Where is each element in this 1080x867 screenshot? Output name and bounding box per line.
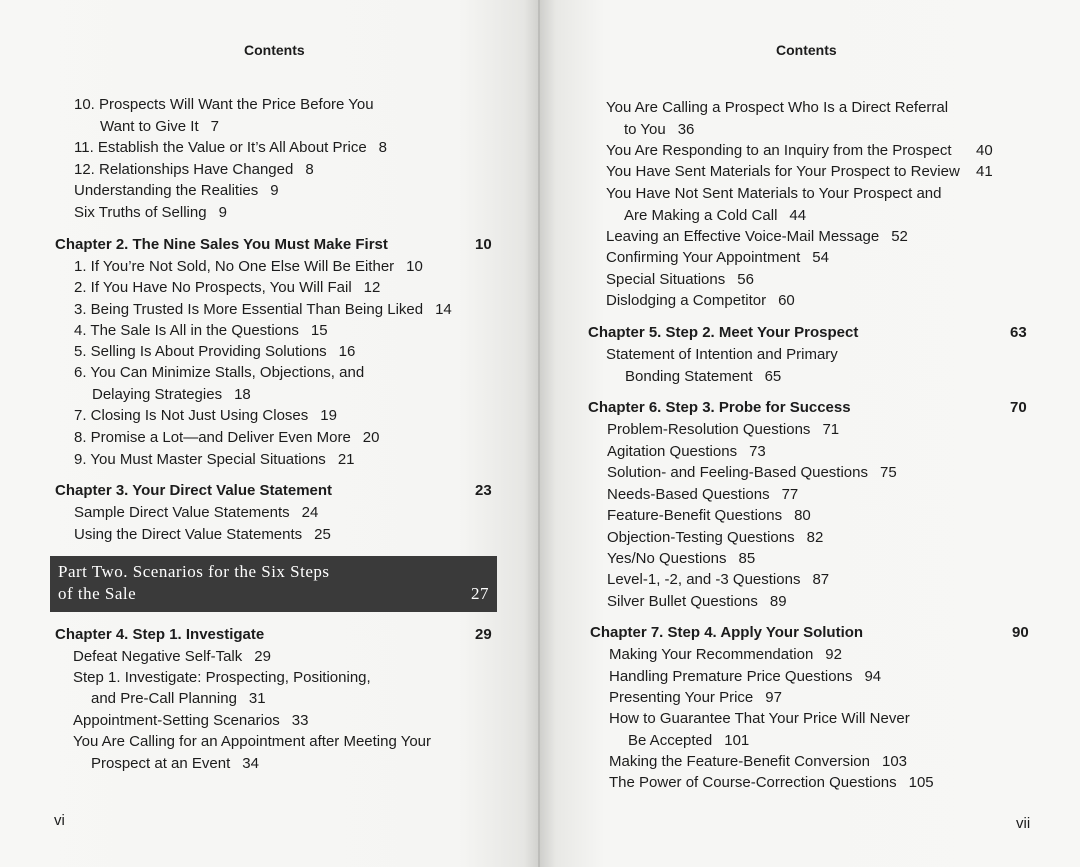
toc-entry: Presenting Your Price 97	[609, 689, 782, 706]
toc-entry: Yes/No Questions 85	[607, 550, 756, 567]
toc-entry: and Pre-Call Planning 31	[91, 690, 266, 707]
toc-entry: to You 36	[624, 121, 695, 138]
toc-entry: 4. The Sale Is All in the Questions 15	[74, 322, 328, 339]
toc-entry: Special Situations 56	[606, 271, 754, 288]
toc-entry: Bonding Statement 65	[625, 368, 782, 385]
chapter-title: Chapter 6. Step 3. Probe for Success	[588, 399, 851, 416]
toc-entry: You Are Calling a Prospect Who Is a Direct Referral	[606, 99, 949, 116]
right-page	[540, 0, 1080, 867]
toc-entry: Delaying Strategies 18	[92, 386, 251, 403]
toc-entry: Objection-Testing Questions 82	[607, 529, 824, 546]
toc-entry: Defeat Negative Self-Talk 29	[73, 648, 271, 665]
part-page-number: 27	[471, 584, 489, 603]
toc-entry: Silver Bullet Questions 89	[607, 593, 787, 610]
chapter-page-number: 63	[1010, 324, 1027, 341]
chapter-title: Chapter 5. Step 2. Meet Your Prospect	[588, 324, 859, 341]
toc-entry: You Are Responding to an Inquiry from the Prospect	[606, 142, 952, 159]
toc-entry: Agitation Questions 73	[607, 443, 766, 460]
toc-entry: Appointment-Setting Scenarios 33	[73, 712, 309, 729]
toc-entry: Statement of Intention and Primary	[606, 346, 838, 363]
toc-entry: Six Truths of Selling 9	[74, 204, 227, 221]
page-number-footer: vi	[54, 812, 65, 829]
chapter-page-number: 10	[475, 236, 492, 253]
toc-entry: 1. If You’re Not Sold, No One Else Will Be Either 10	[74, 258, 423, 275]
chapter-page-number: 29	[475, 626, 492, 643]
toc-entry: Confirming Your Appointment 54	[606, 249, 829, 266]
toc-entry: Problem-Resolution Questions 71	[607, 421, 840, 438]
toc-page-number: 40	[976, 142, 993, 159]
part-banner	[50, 556, 497, 612]
toc-page-number: 41	[976, 163, 993, 180]
toc-entry: You Are Calling for an Appointment after Meeting Your	[73, 733, 432, 750]
toc-entry: Be Accepted 101	[628, 732, 750, 749]
toc-entry: 2. If You Have No Prospects, You Will Fail 12	[74, 279, 381, 296]
toc-entry: Making the Feature-Benefit Conversion 103	[609, 753, 908, 770]
toc-entry: 12. Relationships Have Changed 8	[74, 161, 314, 178]
toc-entry: The Power of Course-Correction Questions 105	[609, 774, 934, 791]
toc-entry: Needs-Based Questions 77	[607, 486, 799, 503]
toc-entry: You Have Sent Materials for Your Prospect to Review	[606, 163, 960, 180]
toc-entry: 6. You Can Minimize Stalls, Objections, and	[74, 364, 365, 381]
toc-entry: Dislodging a Competitor 60	[606, 292, 795, 309]
toc-entry: 10. Prospects Will Want the Price Before You	[74, 96, 374, 113]
toc-entry: 11. Establish the Value or It’s All About Price 8	[74, 139, 388, 156]
toc-entry: Sample Direct Value Statements 24	[74, 504, 319, 521]
chapter-title: Chapter 7. Step 4. Apply Your Solution	[590, 624, 864, 641]
toc-entry: Level-1, -2, and -3 Questions 87	[607, 571, 830, 588]
toc-entry: Understanding the Realities 9	[74, 182, 279, 199]
toc-entry: Making Your Recommendation 92	[609, 646, 842, 663]
toc-entry: How to Guarantee That Your Price Will Never	[609, 710, 910, 727]
toc-entry: Want to Give It 7	[100, 118, 219, 135]
chapter-title: Chapter 4. Step 1. Investigate	[55, 626, 265, 643]
toc-entry: Handling Premature Price Questions 94	[609, 668, 882, 685]
toc-entry: Using the Direct Value Statements 25	[74, 526, 331, 543]
running-head: Contents	[776, 42, 837, 58]
toc-entry: 3. Being Trusted Is More Essential Than Being Liked 14	[74, 301, 452, 318]
part-title-line-2: of the Sale	[58, 584, 137, 603]
toc-entry: Solution- and Feeling-Based Questions 75	[607, 464, 897, 481]
toc-entry: You Have Not Sent Materials to Your Prospect and	[606, 185, 942, 202]
toc-entry: Leaving an Effective Voice-Mail Message 52	[606, 228, 908, 245]
chapter-title: Chapter 2. The Nine Sales You Must Make First	[55, 236, 388, 253]
toc-right	[540, 0, 1080, 867]
chapter-page-number: 90	[1012, 624, 1029, 641]
chapter-title: Chapter 3. Your Direct Value Statement	[55, 482, 333, 499]
chapter-page-number: 23	[475, 482, 492, 499]
toc-entry: 5. Selling Is About Providing Solutions 16	[74, 343, 356, 360]
toc-entry: 8. Promise a Lot—and Deliver Even More 20	[74, 429, 380, 446]
toc-entry: Are Making a Cold Call 44	[624, 207, 807, 224]
toc-entry: 7. Closing Is Not Just Using Closes 19	[74, 407, 337, 424]
part-title-line-1: Part Two. Scenarios for the Six Steps	[58, 562, 330, 581]
chapter-page-number: 70	[1010, 399, 1027, 416]
page-number-footer: vii	[1016, 815, 1031, 832]
toc-entry: Step 1. Investigate: Prospecting, Positioning,	[73, 669, 371, 686]
toc-entry: Prospect at an Event 34	[91, 755, 259, 772]
toc-entry: Feature-Benefit Questions 80	[607, 507, 811, 524]
running-head: Contents	[244, 42, 305, 58]
toc-entry: 9. You Must Master Special Situations 21	[74, 451, 355, 468]
